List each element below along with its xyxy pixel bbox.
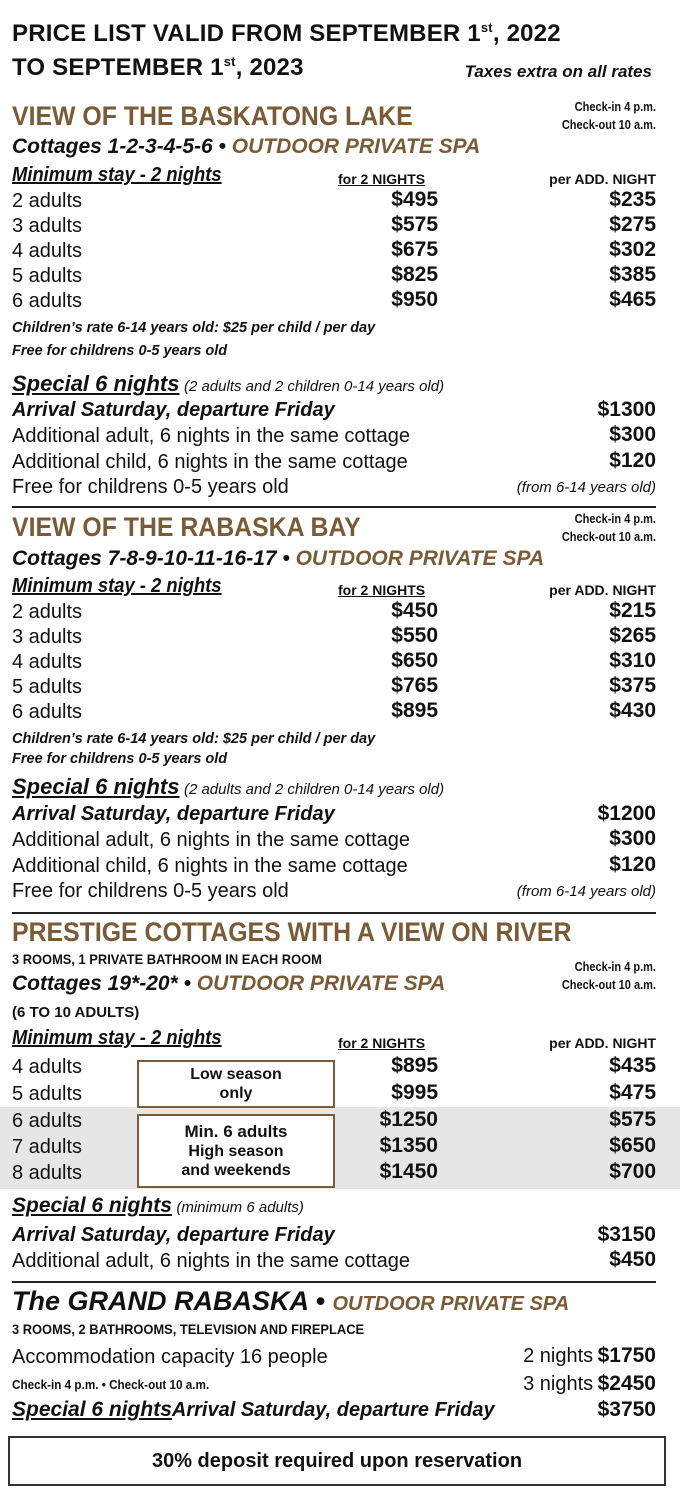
- baskatong-add-adult: Additional adult, 6 nights in the same cottage: [12, 425, 411, 447]
- rabaska-title: VIEW OF THE RABASKA BAY: [12, 512, 361, 542]
- price-2-nights: $895: [391, 699, 438, 722]
- grand-2-nights: 2 nights $1750: [523, 1344, 656, 1367]
- price-2-nights: $1350: [379, 1134, 438, 1157]
- grand-special-price: $3750: [597, 1398, 656, 1421]
- baskatong-cottages: Cottages 1-2-3-4-5-6 • OUTDOOR PRIVATE SPA: [12, 135, 481, 158]
- price-2-nights: $895: [391, 1054, 438, 1077]
- children-free: Free for childrens 0-5 years old: [12, 343, 228, 359]
- prestige-min-stay: Minimum stay - 2 nights: [12, 1027, 222, 1049]
- price-row-label: 5 adults: [12, 676, 83, 698]
- low-season-box: Low season only: [137, 1060, 335, 1108]
- taxes-note: Taxes extra on all rates: [464, 62, 652, 81]
- grand-title: The GRAND RABASKA • OUTDOOR PRIVATE SPA: [12, 1286, 570, 1316]
- baskatong-arrival: Arrival Saturday, departure Friday: [12, 399, 335, 421]
- validity-title-line2: TO SEPTEMBER 1st, 2023: [12, 54, 304, 81]
- price-2-nights: $825: [391, 263, 438, 286]
- price-2-nights: $995: [391, 1081, 438, 1104]
- price-add-night: $700: [609, 1160, 656, 1183]
- price-row-label: 4 adults: [12, 240, 83, 262]
- price-2-nights: $495: [391, 188, 438, 211]
- rabaska-col-2-nights: for 2 NIGHTS: [338, 582, 426, 598]
- children-free: Free for childrens 0-5 years old: [12, 751, 228, 767]
- price-row-label: 8 adults: [12, 1162, 83, 1184]
- price-row-label: 5 adults: [12, 265, 83, 287]
- price-row-label: 6 adults: [12, 290, 83, 312]
- prestige-special: Special 6 nights (minimum 6 adults): [12, 1194, 304, 1217]
- prestige-rooms: 3 ROOMS, 1 PRIVATE BATHROOM IN EACH ROOM: [12, 951, 322, 967]
- prestige-capacity: (6 TO 10 ADULTS): [12, 1004, 140, 1021]
- baskatong-add-child: Additional child, 6 nights in the same cottage: [12, 451, 408, 473]
- children-rate: Children’s rate 6-14 years old: $25 per child / per day: [12, 320, 376, 336]
- price-2-nights: $950: [391, 288, 438, 311]
- price-2-nights: $575: [391, 213, 438, 236]
- divider: [12, 506, 656, 508]
- deposit-notice: 30% deposit required upon reservation: [8, 1436, 666, 1486]
- grand-special: Special 6 nightsArrival Saturday, departure Friday: [12, 1398, 495, 1421]
- rabaska-checkin: Check-in 4 p.m. Check-out 10 a.m.: [561, 512, 656, 545]
- rabaska-age-note: (from 6-14 years old): [516, 883, 656, 900]
- prestige-add-adult-price: $450: [609, 1248, 656, 1271]
- price-2-nights: $765: [391, 674, 438, 697]
- prestige-add-adult: Additional adult, 6 nights in the same cottage: [12, 1250, 411, 1272]
- prestige-title: PRESTIGE COTTAGES WITH A VIEW ON RIVER: [12, 917, 572, 947]
- price-row-label: 5 adults: [12, 1083, 83, 1105]
- divider: [12, 1281, 656, 1283]
- price-add-night: $375: [609, 674, 656, 697]
- divider: [12, 912, 656, 914]
- baskatong-free-kids: Free for childrens 0-5 years old: [12, 476, 289, 498]
- price-add-night: $650: [609, 1134, 656, 1157]
- price-add-night: $310: [609, 649, 656, 672]
- price-row-label: 2 adults: [12, 601, 83, 623]
- rabaska-special: Special 6 nights (2 adults and 2 children 0-14 years old): [12, 774, 445, 799]
- prestige-cottages: Cottages 19*-20* • OUTDOOR PRIVATE SPA: [12, 972, 446, 995]
- prestige-arrival: Arrival Saturday, departure Friday: [12, 1224, 335, 1246]
- baskatong-age-note: (from 6-14 years old): [516, 479, 656, 496]
- price-add-night: $435: [609, 1054, 656, 1077]
- prestige-col-add-night: per ADD. NIGHT: [549, 1035, 656, 1051]
- high-season-box: Min. 6 adults High season and weekends: [137, 1114, 335, 1188]
- rabaska-free-kids: Free for childrens 0-5 years old: [12, 880, 289, 902]
- baskatong-checkin: Check-in 4 p.m. Check-out 10 a.m.: [561, 100, 656, 133]
- price-row-label: 6 adults: [12, 1110, 83, 1132]
- price-add-night: $302: [609, 238, 656, 261]
- price-2-nights: $450: [391, 599, 438, 622]
- rabaska-special-price: $1200: [597, 802, 656, 825]
- rabaska-add-child: Additional child, 6 nights in the same cottage: [12, 855, 408, 877]
- price-add-night: $385: [609, 263, 656, 286]
- price-2-nights: $1450: [379, 1160, 438, 1183]
- grand-checkin: Check-in 4 p.m. • Check-out 10 a.m.: [12, 1377, 210, 1392]
- price-add-night: $575: [609, 1108, 656, 1131]
- price-add-night: $465: [609, 288, 656, 311]
- baskatong-col-add-night: per ADD. NIGHT: [549, 171, 656, 187]
- baskatong-min-stay: Minimum stay - 2 nights: [12, 164, 222, 186]
- prestige-special-price: $3150: [597, 1223, 656, 1246]
- price-add-night: $235: [609, 188, 656, 211]
- rabaska-add-child-price: $120: [609, 853, 656, 876]
- price-2-nights: $650: [391, 649, 438, 672]
- price-add-night: $275: [609, 213, 656, 236]
- grand-capacity: Accommodation capacity 16 people: [12, 1346, 328, 1368]
- baskatong-special-price: $1300: [597, 398, 656, 421]
- validity-title-line1: PRICE LIST VALID FROM SEPTEMBER 1st, 2022: [12, 20, 561, 47]
- price-row-label: 6 adults: [12, 701, 83, 723]
- prestige-checkin: Check-in 4 p.m. Check-out 10 a.m.: [561, 960, 656, 993]
- price-add-night: $265: [609, 624, 656, 647]
- price-add-night: $475: [609, 1081, 656, 1104]
- price-row-label: 3 adults: [12, 215, 83, 237]
- price-row-label: 3 adults: [12, 626, 83, 648]
- baskatong-add-adult-price: $300: [609, 423, 656, 446]
- price-add-night: $430: [609, 699, 656, 722]
- price-2-nights: $675: [391, 238, 438, 261]
- grand-3-nights: 3 nights $2450: [523, 1372, 656, 1395]
- price-row-label: 2 adults: [12, 190, 83, 212]
- price-add-night: $215: [609, 599, 656, 622]
- rabaska-col-add-night: per ADD. NIGHT: [549, 582, 656, 598]
- baskatong-add-child-price: $120: [609, 449, 656, 472]
- baskatong-col-2-nights: for 2 NIGHTS: [338, 171, 426, 187]
- rabaska-add-adult: Additional adult, 6 nights in the same cottage: [12, 829, 411, 851]
- price-row-label: 4 adults: [12, 1056, 83, 1078]
- prestige-col-2-nights: for 2 NIGHTS: [338, 1035, 426, 1051]
- rabaska-min-stay: Minimum stay - 2 nights: [12, 575, 222, 597]
- children-rate: Children’s rate 6-14 years old: $25 per child / per day: [12, 731, 376, 747]
- price-2-nights: $550: [391, 624, 438, 647]
- rabaska-arrival: Arrival Saturday, departure Friday: [12, 803, 335, 825]
- rabaska-add-adult-price: $300: [609, 827, 656, 850]
- price-row-label: 7 adults: [12, 1136, 83, 1158]
- baskatong-title: VIEW OF THE BASKATONG LAKE: [12, 101, 413, 131]
- baskatong-special: Special 6 nights (2 adults and 2 children 0-14 years old): [12, 371, 445, 396]
- rabaska-cottages: Cottages 7-8-9-10-11-16-17 • OUTDOOR PRIVATE SPA: [12, 547, 545, 570]
- grand-rooms: 3 ROOMS, 2 BATHROOMS, TELEVISION AND FIREPLACE: [12, 1321, 365, 1337]
- price-row-label: 4 adults: [12, 651, 83, 673]
- price-2-nights: $1250: [379, 1108, 438, 1131]
